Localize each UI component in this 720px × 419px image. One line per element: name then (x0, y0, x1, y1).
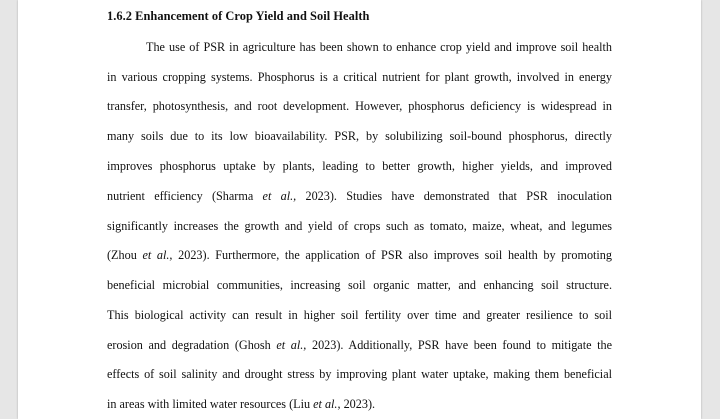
paragraph-line: many soils due to its low bioavailability. PSR, by solubilizing soil-bound phosphorus, directly (107, 129, 612, 143)
paragraph-line: erosion and degradation (Ghosh et al., 2023). Additionally, PSR have been found to mitigate the (107, 338, 613, 352)
citation-etal: et al., (313, 397, 341, 411)
citation-etal: et al., (262, 189, 297, 203)
paragraph-line: significantly increases the growth and yield of crops such as tomato, maize, wheat, and legumes (107, 219, 612, 233)
citation-etal: et al., (276, 338, 307, 352)
citation-etal: et al., (142, 248, 173, 262)
paragraph-line: effects of soil salinity and drought stress by improving plant water uptake, making them beneficial (107, 367, 612, 381)
paragraph-line: nutrient efficiency (Sharma et al., 2023). Studies have demonstrated that PSR inoculation (107, 189, 612, 203)
paragraph-line: The use of PSR in agriculture has been shown to enhance crop yield and improve soil health (146, 40, 612, 54)
paragraph-line: in various cropping systems. Phosphorus is a critical nutrient for plant growth, involved in energy (107, 70, 612, 84)
paragraph-line: in areas with limited water resources (Liu et al., 2023). (107, 397, 376, 411)
paragraph-line: transfer, photosynthesis, and root development. However, phosphorus deficiency is widespread in (107, 99, 612, 113)
section-heading: 1.6.2 Enhancement of Crop Yield and Soil Health (107, 9, 370, 23)
paragraph-line: improves phosphorus uptake by plants, leading to better growth, higher yields, and improved (107, 159, 612, 173)
paragraph-line: This biological activity can result in higher soil fertility over time and greater resilience to soil (107, 308, 612, 322)
paragraph-line: (Zhou et al., 2023). Furthermore, the application of PSR also improves soil health by promoting (107, 248, 612, 262)
document-page (18, 0, 701, 419)
paragraph-line: beneficial microbial communities, increasing soil organic matter, and enhancing soil structure. (107, 278, 612, 292)
